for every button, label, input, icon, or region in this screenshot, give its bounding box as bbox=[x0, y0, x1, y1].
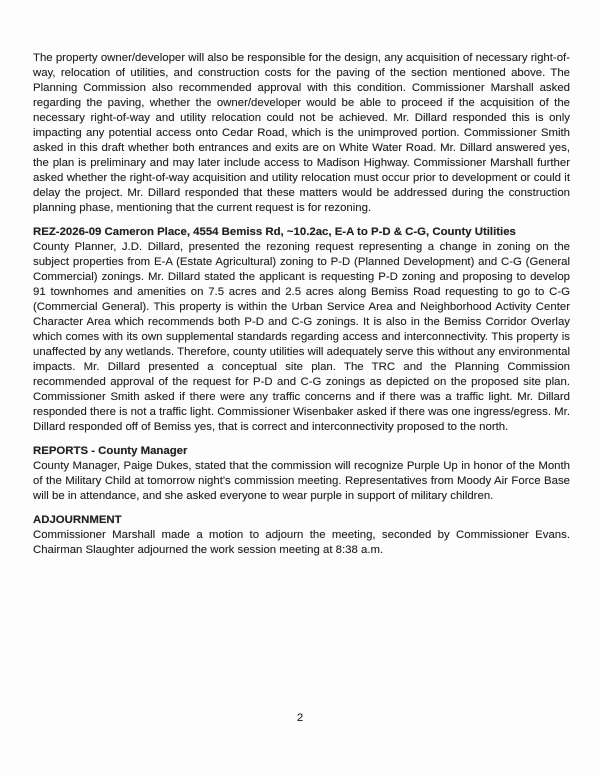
section-rez-2026-09 bbox=[33, 225, 570, 435]
section-heading: ADJOURNMENT bbox=[33, 514, 122, 526]
section-paving-discussion bbox=[33, 51, 570, 216]
paragraph: The property owner/developer will also be responsible for the design, any acquisition of necessary right-of-way, relocation of utilities, and construction costs for the paving of the section mentioned above. The Planning Commission also recommended approval with this condition. Commissioner Marshall asked regarding the paving, whether the owner/developer would be able to proceed if the acquisition of the necessary right-of-way and utility relocation could not be achieved. Mr. Dillard responded this is only impacting any potential access onto Cedar Road, which is the unimproved portion. Commissioner Smith asked in this draft whether both entrances and exits are on White Water Road. Mr. Dillard answered yes, the plan is preliminary and may later include access to Madison Highway. Commissioner Marshall further asked whether the right-of-way acquisition and utility relocation must occur prior to development or could it delay the project. Mr. Dillard responded that these matters would be addressed during the construction planning phase, mentioning that the current request is for rezoning. bbox=[33, 52, 570, 214]
paragraph: Commissioner Marshall made a motion to adjourn the meeting, seconded by Commissioner Evans. Chairman Slaughter adjourned the work session meeting at 8:38 a.m. bbox=[33, 529, 570, 556]
section-adjournment bbox=[33, 513, 570, 558]
document-content bbox=[33, 51, 570, 567]
section-heading: REPORTS - County Manager bbox=[33, 445, 188, 457]
page-number: 2 bbox=[296, 712, 304, 724]
section-heading: REZ-2026-09 Cameron Place, 4554 Bemiss Rd, ~10.2ac, E-A to P-D & C-G, County Utilities bbox=[33, 226, 516, 238]
paragraph: County Manager, Paige Dukes, stated that the commission will recognize Purple Up in honor of the Month of the Military Child at tomorrow night's commission meeting. Representatives from Moody Air Force Base will be in attendance, and she asked everyone to wear purple in support of military children. bbox=[33, 460, 570, 502]
paragraph: County Planner, J.D. Dillard, presented the rezoning request representing a change in zoning on the subject properties from E-A (Estate Agricultural) zoning to P-D (Planned Development) and C-G (General Commercial) zonings. Mr. Dillard stated the applicant is requesting P-D zoning and proposing to develop 91 townhomes and amenities on 7.5 acres and 2.5 acres along Bemiss Road requesting to go to C-G (Commercial General). This property is within the Urban Service Area and Neighborhood Activity Center Character Area which recommends both P-D and C-G zonings. It is also in the Bemiss Corridor Overlay which comes with its own supplemental standards regarding access and interconnectivity. This property is unaffected by any wetlands. Therefore, county utilities will adequately serve this without any environmental impacts. Mr. Dillard presented a conceptual site plan. The TRC and the Planning Commission recommended approval of the request for P-D and C-G zonings as depicted on the proposed site plan. Commissioner Smith asked if there were any traffic concerns and if there was a traffic light. Mr. Dillard responded there is not a traffic light. Commissioner Wisenbaker asked if there was one ingress/egress. Mr. Dillard responded off of Bemiss yes, that is correct and interconnectivity proposed to the north. bbox=[33, 241, 570, 433]
section-reports-county-manager bbox=[33, 444, 570, 504]
